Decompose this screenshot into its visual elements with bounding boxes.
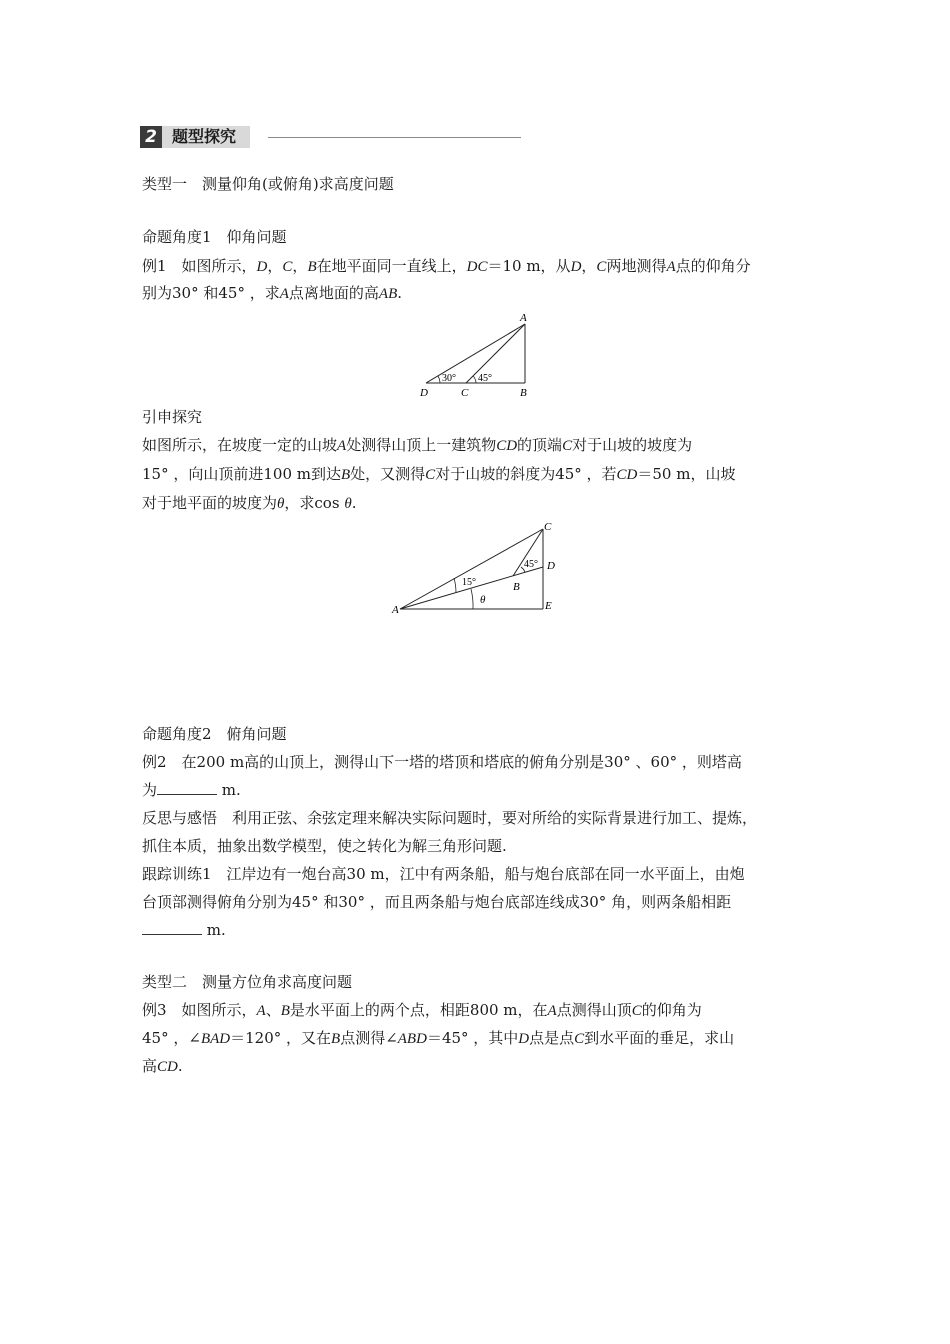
extension-line2: 15° ，向山顶前进100 m到达B处，又测得C对于山坡的斜度为45° ，若CD＝50 m，山坡 (142, 465, 736, 483)
fig2-line-ac (400, 529, 543, 609)
reflection-line1: 反思与感悟 利用正弦、余弦定理来解决实际问题时，要对所给的实际背景进行加工、提炼， (142, 809, 758, 827)
fig1-label-b: B (520, 387, 527, 399)
extension-heading: 引申探究 (142, 408, 203, 426)
fig2-arc-theta (471, 589, 473, 609)
reflection-line2: 抓住本质，抽象出数学模型，使之转化为解三角形问题. (142, 837, 507, 855)
fig2-angle-45: 45° (524, 559, 538, 570)
example1-line2: 别为30° 和45° ，求A点离地面的高AB. (142, 284, 403, 302)
angle1-heading: 命题角度1 仰角问题 (142, 228, 287, 246)
section-number-badge: 2 (140, 126, 162, 148)
extension-line3: 对于地平面的坡度为θ，求cos θ. (142, 494, 357, 512)
fig1-label-c: C (461, 387, 469, 399)
fig2-label-b: B (513, 581, 520, 593)
fig1-label-d: D (420, 387, 428, 399)
fig2-label-a: A (392, 604, 399, 616)
practice1-line1: 跟踪训练1 江岸边有一炮台高30 m，江中有两条船，船与炮台底部在同一水平面上，由炮 (142, 865, 745, 883)
fig1-label-a: A (520, 312, 527, 324)
fig2-arc-15 (454, 578, 456, 593)
extension-line1: 如图所示，在坡度一定的山坡A处测得山顶上一建筑物CD的顶端C对于山坡的坡度为 (142, 436, 693, 454)
fig2-label-d: D (547, 560, 555, 572)
section-title: 题型探究 (162, 126, 250, 148)
answer-blank[interactable] (157, 780, 217, 795)
fig2-label-e: E (545, 600, 552, 612)
example2-line1: 例2 在200 m高的山顶上，测得山下一塔的塔顶和塔底的俯角分别是30° 、60° ，则塔高 (142, 753, 742, 771)
fig2-angle-15: 15° (462, 577, 476, 588)
type2-heading: 类型二 测量方位角求高度问题 (142, 973, 353, 991)
angle2-heading: 命题角度2 俯角问题 (142, 725, 287, 743)
example3-line1: 例3 如图所示，A、B是水平面上的两个点，相距800 m，在A点测得山顶C的仰角为 (142, 1001, 702, 1019)
fig1-arc-45 (473, 376, 476, 383)
fig2-angle-theta: θ (480, 594, 486, 606)
fig2-label-c: C (544, 521, 552, 533)
fig2-slope-line (400, 567, 543, 609)
figure2-slope (388, 516, 568, 618)
example3-line2: 45° ，∠BAD＝120° ，又在B点测得∠ABD＝45° ，其中D点是点C到水平面的垂足，求山 (142, 1029, 735, 1047)
answer-blank[interactable] (142, 920, 202, 935)
practice1-line3: m. (142, 920, 226, 940)
fig1-angle-45: 45° (478, 373, 492, 384)
section-divider (268, 137, 521, 138)
example1-line1: 例1 如图所示，D，C，B在地平面同一直线上，DC＝10 m，从D，C两地测得A点的仰角分 (142, 257, 751, 275)
example2-line2: 为 m. (142, 781, 241, 799)
practice1-line2: 台顶部测得俯角分别为45° 和30° ，而且两条船与炮台底部连线成30° 角，则两条船相距 (142, 893, 732, 911)
example3-line3: 高CD. (142, 1057, 183, 1075)
fig1-arc-30 (438, 376, 440, 383)
type1-heading: 类型一 测量仰角(或俯角)求高度问题 (142, 175, 394, 193)
fig1-angle-30: 30° (442, 373, 456, 384)
figure1-triangle (412, 308, 542, 400)
